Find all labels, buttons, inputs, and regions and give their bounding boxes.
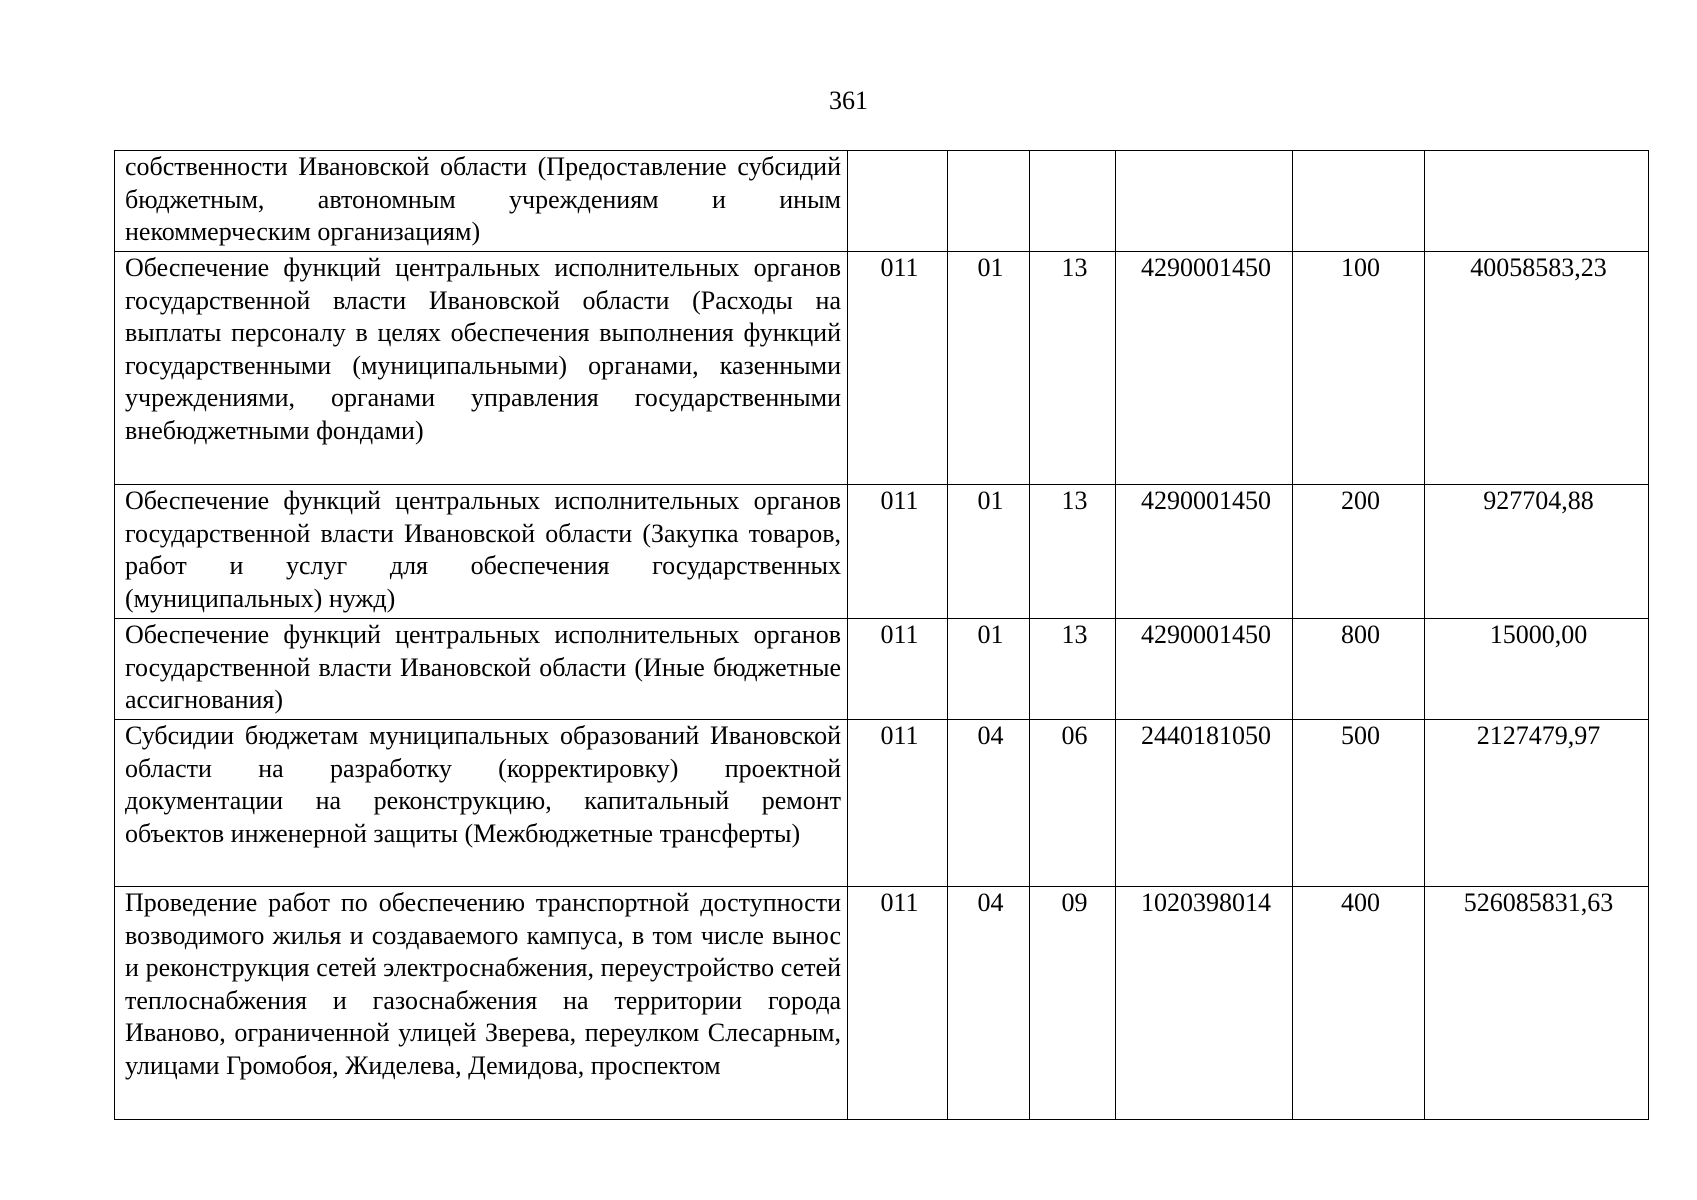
- expense-type-code: 100: [1293, 252, 1425, 485]
- section-code: 01: [948, 485, 1030, 619]
- row-description: Проведение работ по обеспечению транспортной доступности возводимого жилья и создаваемого кампуса, в том числе вынос и реконструкция сетей электроснабжения, переустройство сетей теплоснабжения и газоснабжения на территории города Иваново, ограниченной улицей Зверева, переулком Слесарным, улицами Громобоя, Жиделева, Демидова, проспектом: [115, 887, 848, 1120]
- row-description: Обеспечение функций центральных исполнительных органов государственной власти Ивановской области (Закупка товаров, работ и услуг для обеспечения государственных (муниципальных) нужд): [115, 485, 848, 619]
- expense-type-code: 800: [1293, 619, 1425, 720]
- section-code: 01: [948, 619, 1030, 720]
- dept-code: 011: [848, 252, 948, 485]
- section-code: 01: [948, 252, 1030, 485]
- subsection-code: 13: [1030, 485, 1116, 619]
- section-code: 04: [948, 887, 1030, 1120]
- subsection-code: 06: [1030, 720, 1116, 887]
- subsection-code: 13: [1030, 252, 1116, 485]
- dept-code: 011: [848, 887, 948, 1120]
- amount: [1425, 151, 1649, 252]
- target-article-code: 1020398014: [1116, 887, 1293, 1120]
- subsection-code: 13: [1030, 619, 1116, 720]
- amount: 526085831,63: [1425, 887, 1649, 1120]
- dept-code: 011: [848, 619, 948, 720]
- table-row: [115, 485, 1649, 619]
- table-row: [115, 619, 1649, 720]
- amount: 2127479,97: [1425, 720, 1649, 887]
- expense-type-code: [1293, 151, 1425, 252]
- table-row: [115, 720, 1649, 887]
- amount: 15000,00: [1425, 619, 1649, 720]
- dept-code: [848, 151, 948, 252]
- amount: 927704,88: [1425, 485, 1649, 619]
- section-code: [948, 151, 1030, 252]
- section-code: 04: [948, 720, 1030, 887]
- expense-type-code: 500: [1293, 720, 1425, 887]
- row-description: собственности Ивановской области (Предоставление субсидий бюджетным, автономным учреждениям и иным некоммерческим организациям): [115, 151, 848, 252]
- budget-table: [114, 150, 1649, 1120]
- expense-type-code: 200: [1293, 485, 1425, 619]
- target-article-code: [1116, 151, 1293, 252]
- page-number: 361: [829, 86, 868, 115]
- row-description: Обеспечение функций центральных исполнительных органов государственной власти Ивановской области (Иные бюджетные ассигнования): [115, 619, 848, 720]
- target-article-code: 4290001450: [1116, 485, 1293, 619]
- row-description: Обеспечение функций центральных исполнительных органов государственной власти Ивановской области (Расходы на выплаты персоналу в целях обеспечения выполнения функций государственными (муниципальными) органами, казенными учреждениями, органами управления государственными внебюджетными фондами): [115, 252, 848, 485]
- table-row: [115, 151, 1649, 252]
- subsection-code: 09: [1030, 887, 1116, 1120]
- expense-type-code: 400: [1293, 887, 1425, 1120]
- dept-code: 011: [848, 720, 948, 887]
- table-row: [115, 252, 1649, 485]
- target-article-code: 4290001450: [1116, 619, 1293, 720]
- amount: 40058583,23: [1425, 252, 1649, 485]
- row-description: Субсидии бюджетам муниципальных образований Ивановской области на разработку (корректировку) проектной документации на реконструкцию, капитальный ремонт объектов инженерной защиты (Межбюджетные трансферты): [115, 720, 848, 887]
- subsection-code: [1030, 151, 1116, 252]
- dept-code: 011: [848, 485, 948, 619]
- target-article-code: 2440181050: [1116, 720, 1293, 887]
- table-row: [115, 887, 1649, 1120]
- target-article-code: 4290001450: [1116, 252, 1293, 485]
